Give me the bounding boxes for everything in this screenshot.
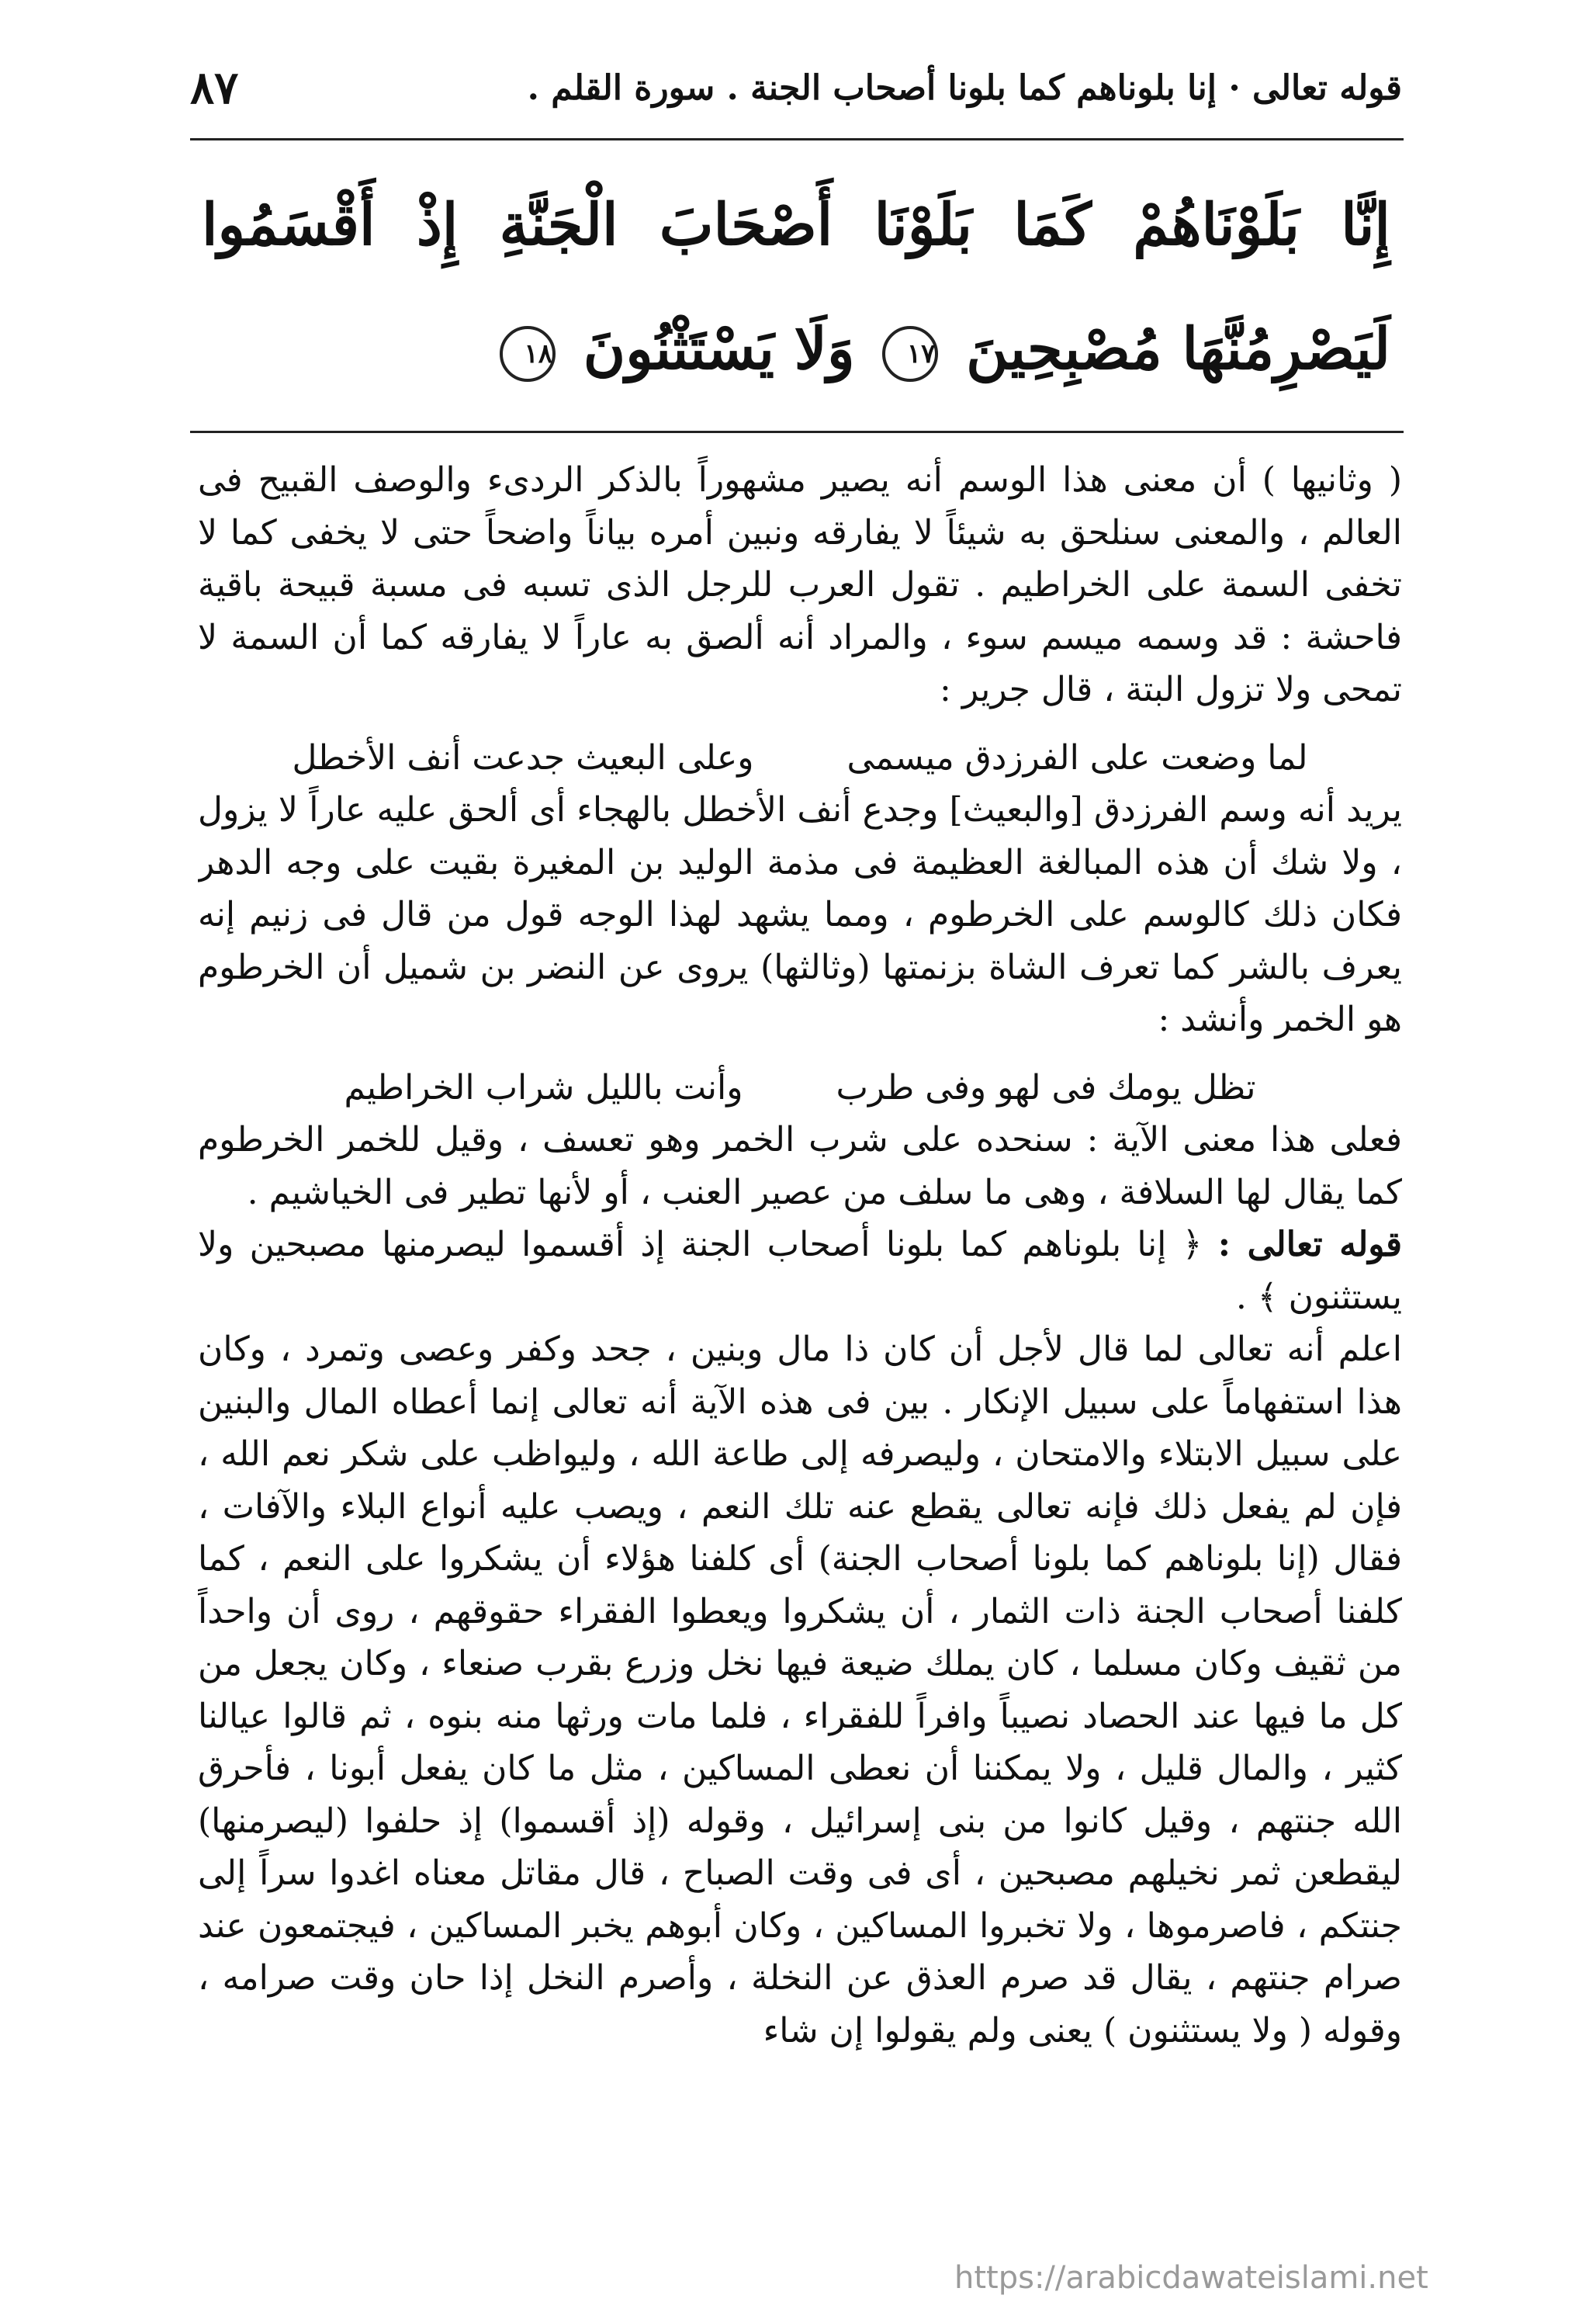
section-title: قوله تعالى : (1217, 1225, 1402, 1264)
verse-number-marker: ١٨ (500, 326, 556, 382)
poem-hemistich: لما وضعت على الفرزدق ميسمى (846, 737, 1308, 778)
header-divider (190, 138, 1404, 140)
verse-divider (190, 431, 1404, 433)
commentary-text (198, 454, 1402, 2239)
paragraph: فعلى هذا معنى الآية : سنحده على شرب الخمر وهو تعسف ، وقيل للخمر الخرطوم كما يقال لها السلافة ، وهى ما سلف من عصير العنب ، أو لأنها تطير فى الخياشيم . (198, 1120, 1402, 1212)
paragraph: يريد أنه وسم الفرزدق [والبعيث] وجدع أنف الأخطل بالهجاء أى ألحق عليه عاراً لا يزول ، ولا شك أن هذه المبالغة العظيمة فى مذمة الوليد بن المغيرة بقيت على وجه الدهر فكان ذلك كالوسم على الخرطوم ، ومما يشهد لهذا الوجه قول من قال فى زنيم إنه يعرف بالشر كما تعرف الشاة بزنمتها (وثالثها) يروى عن النضر بن شميل أن الخرطوم هو الخمر وأنشد : (198, 790, 1402, 1039)
verse-number-marker: ١٧ (882, 326, 938, 382)
page-header (190, 61, 1402, 115)
poem-hemistich: وعلى البعيث جدعت أنف الأخطل (292, 737, 754, 778)
paragraph: اعلم أنه تعالى لما قال لأجل أن كان ذا مال وبنين ، جحد وكفر وعصى وتمرد ، وكان هذا استفهاماً على سبيل الإنكار . بين فى هذه الآية أنه تعالى إنما أعطاه المال والبنين على سبيل الابتلاء والامتحان ، وليصرفه إلى طاعة الله ، وليواظب على شكر نعم الله ، فإن لم يفعل ذلك فإنه تعالى يقطع عنه تلك النعم ، ويصب عليه أنواع البلاء والآفات ، فقال (إنا بلوناهم كما بلونا أصحاب الجنة) أى كلفنا هؤلاء أن يشكروا على النعم ، كما كلفنا أصحاب الجنة ذات الثمار ، أن يشكروا ويعطوا الفقراء حقوقهم ، روى أن واحداً من ثقيف وكان مسلما ، كان يملك ضيعة فيها نخل وزرع بقرب صنعاء ، وكان يجعل من كل ما فيها عند الحصاد نصيباً وافراً للفقراء ، فلما مات ورثها منه بنوه ، ثم قالوا عيالنا كثير ، والمال قليل ، ولا يمكننا أن نعطى المساكين ، مثل ما كان يفعل أبونا ، فأحرق الله جنتهم ، وقيل كانوا من بنى إسرائيل ، وقوله (إذ أقسموا) إذ حلفوا (ليصرمنها) ليقطعن ثمر نخيلهم مصبحين ، أى فى وقت الصباح ، قال مقاتل معناه اغدوا سراً إلى جنتكم ، فاصرموها ، ولا تخبروا المساكين ، وكان أبوهم يخبر المساكين ، فيجتمعون عند صرام جنتهم ، يقال قد صرم العذق عن النخلة ، وأصرم النخل إذا حان وقت صرامه ، وقوله ( ولا يستثنون ) يعنى ولم يقولوا إن شاء (198, 1330, 1402, 2051)
running-title: قوله تعالى · إنا بلوناهم كما بلونا أصحاب الجنة . سورة القلم . (527, 68, 1402, 108)
quoted-verse: ﴿ إنا بلوناهم كما بلونا أصحاب الجنة إذ أقسموا ليصرمنها مصبحين ولا يستثنون ﴾ . (198, 1225, 1402, 1317)
poem-hemistich: وأنت بالليل شراب الخراطيم (344, 1067, 743, 1108)
watermark-url: https://arabicdawateislami.net (954, 2260, 1428, 2296)
paragraph: ( وثانيها ) أن معنى هذا الوسم أنه يصير مشهوراً بالذكر الردىء والوصف القبيح فى العالم ، والمعنى سنلحق به شيئاً لا يفارقه ونبين أمره بياناً واضحاً حتى لا يخفى كما لا تخفى السمة على الخراطيم . تقول العرب للرجل الذى تسبه فى مسبة قبيحة باقية فاحشة : قد وسمه ميسم سوء ، والمراد أنه ألصق به عاراً لا يفارقه كما أن السمة لا تمحى ولا تزول البتة ، قال جرير : (198, 460, 1402, 709)
section-heading-paragraph (198, 1219, 1402, 1323)
poem-verse (198, 1062, 1402, 1115)
page-number: ٨٧ (190, 61, 239, 114)
verse-text-continued: وَلَا يَسْتَثْنُونَ (583, 316, 855, 383)
verse-text: إِنَّا بَلَوْنَاهُمْ كَمَا بَلَوْنَا أَصْحَابَ الْجَنَّةِ إِذْ أَقْسَمُوا لَيَصْرِمُنَّهَا مُصْبِحِينَ (202, 192, 1390, 383)
quran-verse (202, 163, 1390, 427)
poem-hemistich: تظل يومك فى لهو وفى طرب (836, 1067, 1256, 1108)
poem-verse (198, 732, 1402, 785)
